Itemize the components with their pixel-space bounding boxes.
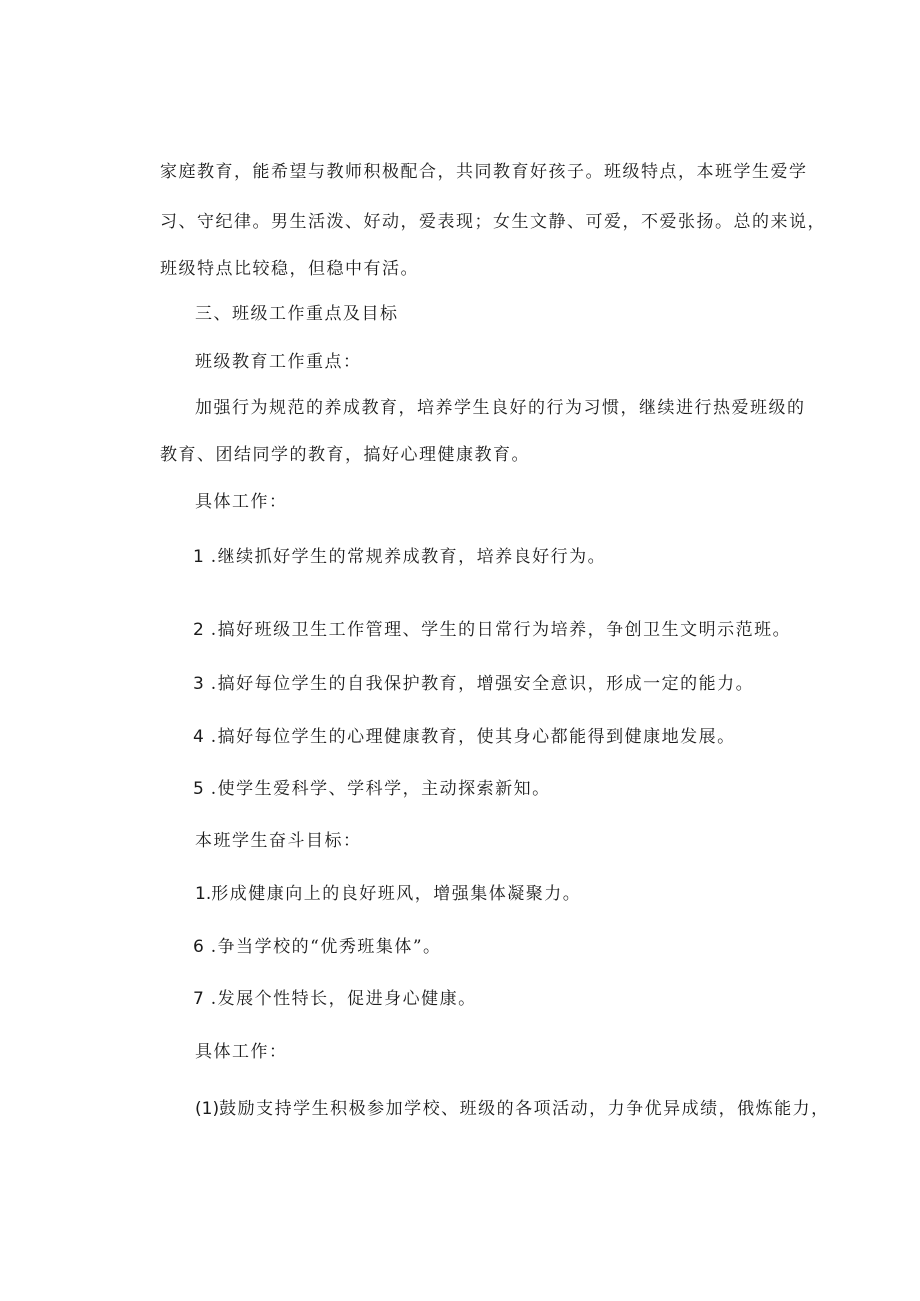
list-number: 5 <box>193 779 204 799</box>
line-text: .争当学校的“优秀班集体”。 <box>203 937 442 957</box>
line-text: .搞好每位学生的自我保护教育，增强安全意识，形成一定的能力。 <box>203 674 755 694</box>
line-text: 习、守纪律。男生活泼、好动，爱表现；女生文静、可爱，不爱张扬。总的来说， <box>160 212 826 232</box>
paragraph-line <box>160 160 808 184</box>
list-item <box>193 725 736 749</box>
paragraph-line <box>160 257 419 281</box>
list-number: 4 <box>193 727 204 747</box>
paragraph-line <box>160 210 826 234</box>
list-item <box>193 935 442 959</box>
list-number: 7 <box>193 989 204 1009</box>
list-number: (1) <box>195 1099 220 1119</box>
list-item <box>193 777 551 801</box>
line-text: 家庭教育，能希望与教师积极配合，共同教育好孩子。班级特点，本班学生爱学 <box>160 162 808 182</box>
line-text: 具体工作： <box>195 1042 288 1062</box>
paragraph-line <box>195 396 806 420</box>
line-text: 鼓励支持学生积极参加学校、班级的各项活动，力争优异成绩，俄炼能力， <box>219 1099 830 1119</box>
list-number: 6 <box>193 937 204 957</box>
list-number: 1. <box>195 884 212 904</box>
list-number: 2 <box>193 620 204 640</box>
line-text: 教育、团结同学的教育，搞好心理健康教育。 <box>160 445 530 465</box>
line-text: 三、班级工作重点及目标 <box>195 304 399 324</box>
subheading <box>195 350 362 374</box>
line-text: .继续抓好学生的常规养成教育，培养良好行为。 <box>203 547 607 567</box>
subheading <box>195 1040 288 1064</box>
list-number: 1 <box>193 547 204 567</box>
list-item <box>193 545 606 569</box>
line-text: 班级特点比较稳，但稳中有活。 <box>160 259 419 279</box>
line-text: .搞好每位学生的心理健康教育，使其身心都能得到健康地发展。 <box>203 727 736 747</box>
line-text: 加强行为规范的养成教育，培养学生良好的行为习惯，继续进行热爱班级的 <box>195 398 806 418</box>
list-item <box>193 987 477 1011</box>
subheading <box>195 829 362 853</box>
list-number: 3 <box>193 674 204 694</box>
line-text: .搞好班级卫生工作管理、学生的日常行为培养，争创卫生文明示范班。 <box>203 620 792 640</box>
paragraph-line <box>160 443 530 467</box>
section-heading <box>195 302 399 326</box>
line-text: 形成健康向上的良好班风，增强集体凝聚力。 <box>211 884 582 904</box>
line-text: 班级教育工作重点： <box>195 352 362 372</box>
list-item <box>193 618 791 642</box>
line-text: 本班学生奋斗目标： <box>195 831 362 851</box>
line-text: .发展个性特长，促进身心健康。 <box>203 989 477 1009</box>
line-text: 具体工作： <box>195 492 288 512</box>
line-text: .使学生爱科学、学科学，主动探索新知。 <box>203 779 551 799</box>
subheading <box>195 490 288 514</box>
list-item <box>195 882 581 906</box>
list-item <box>193 672 754 696</box>
list-item <box>195 1097 830 1121</box>
